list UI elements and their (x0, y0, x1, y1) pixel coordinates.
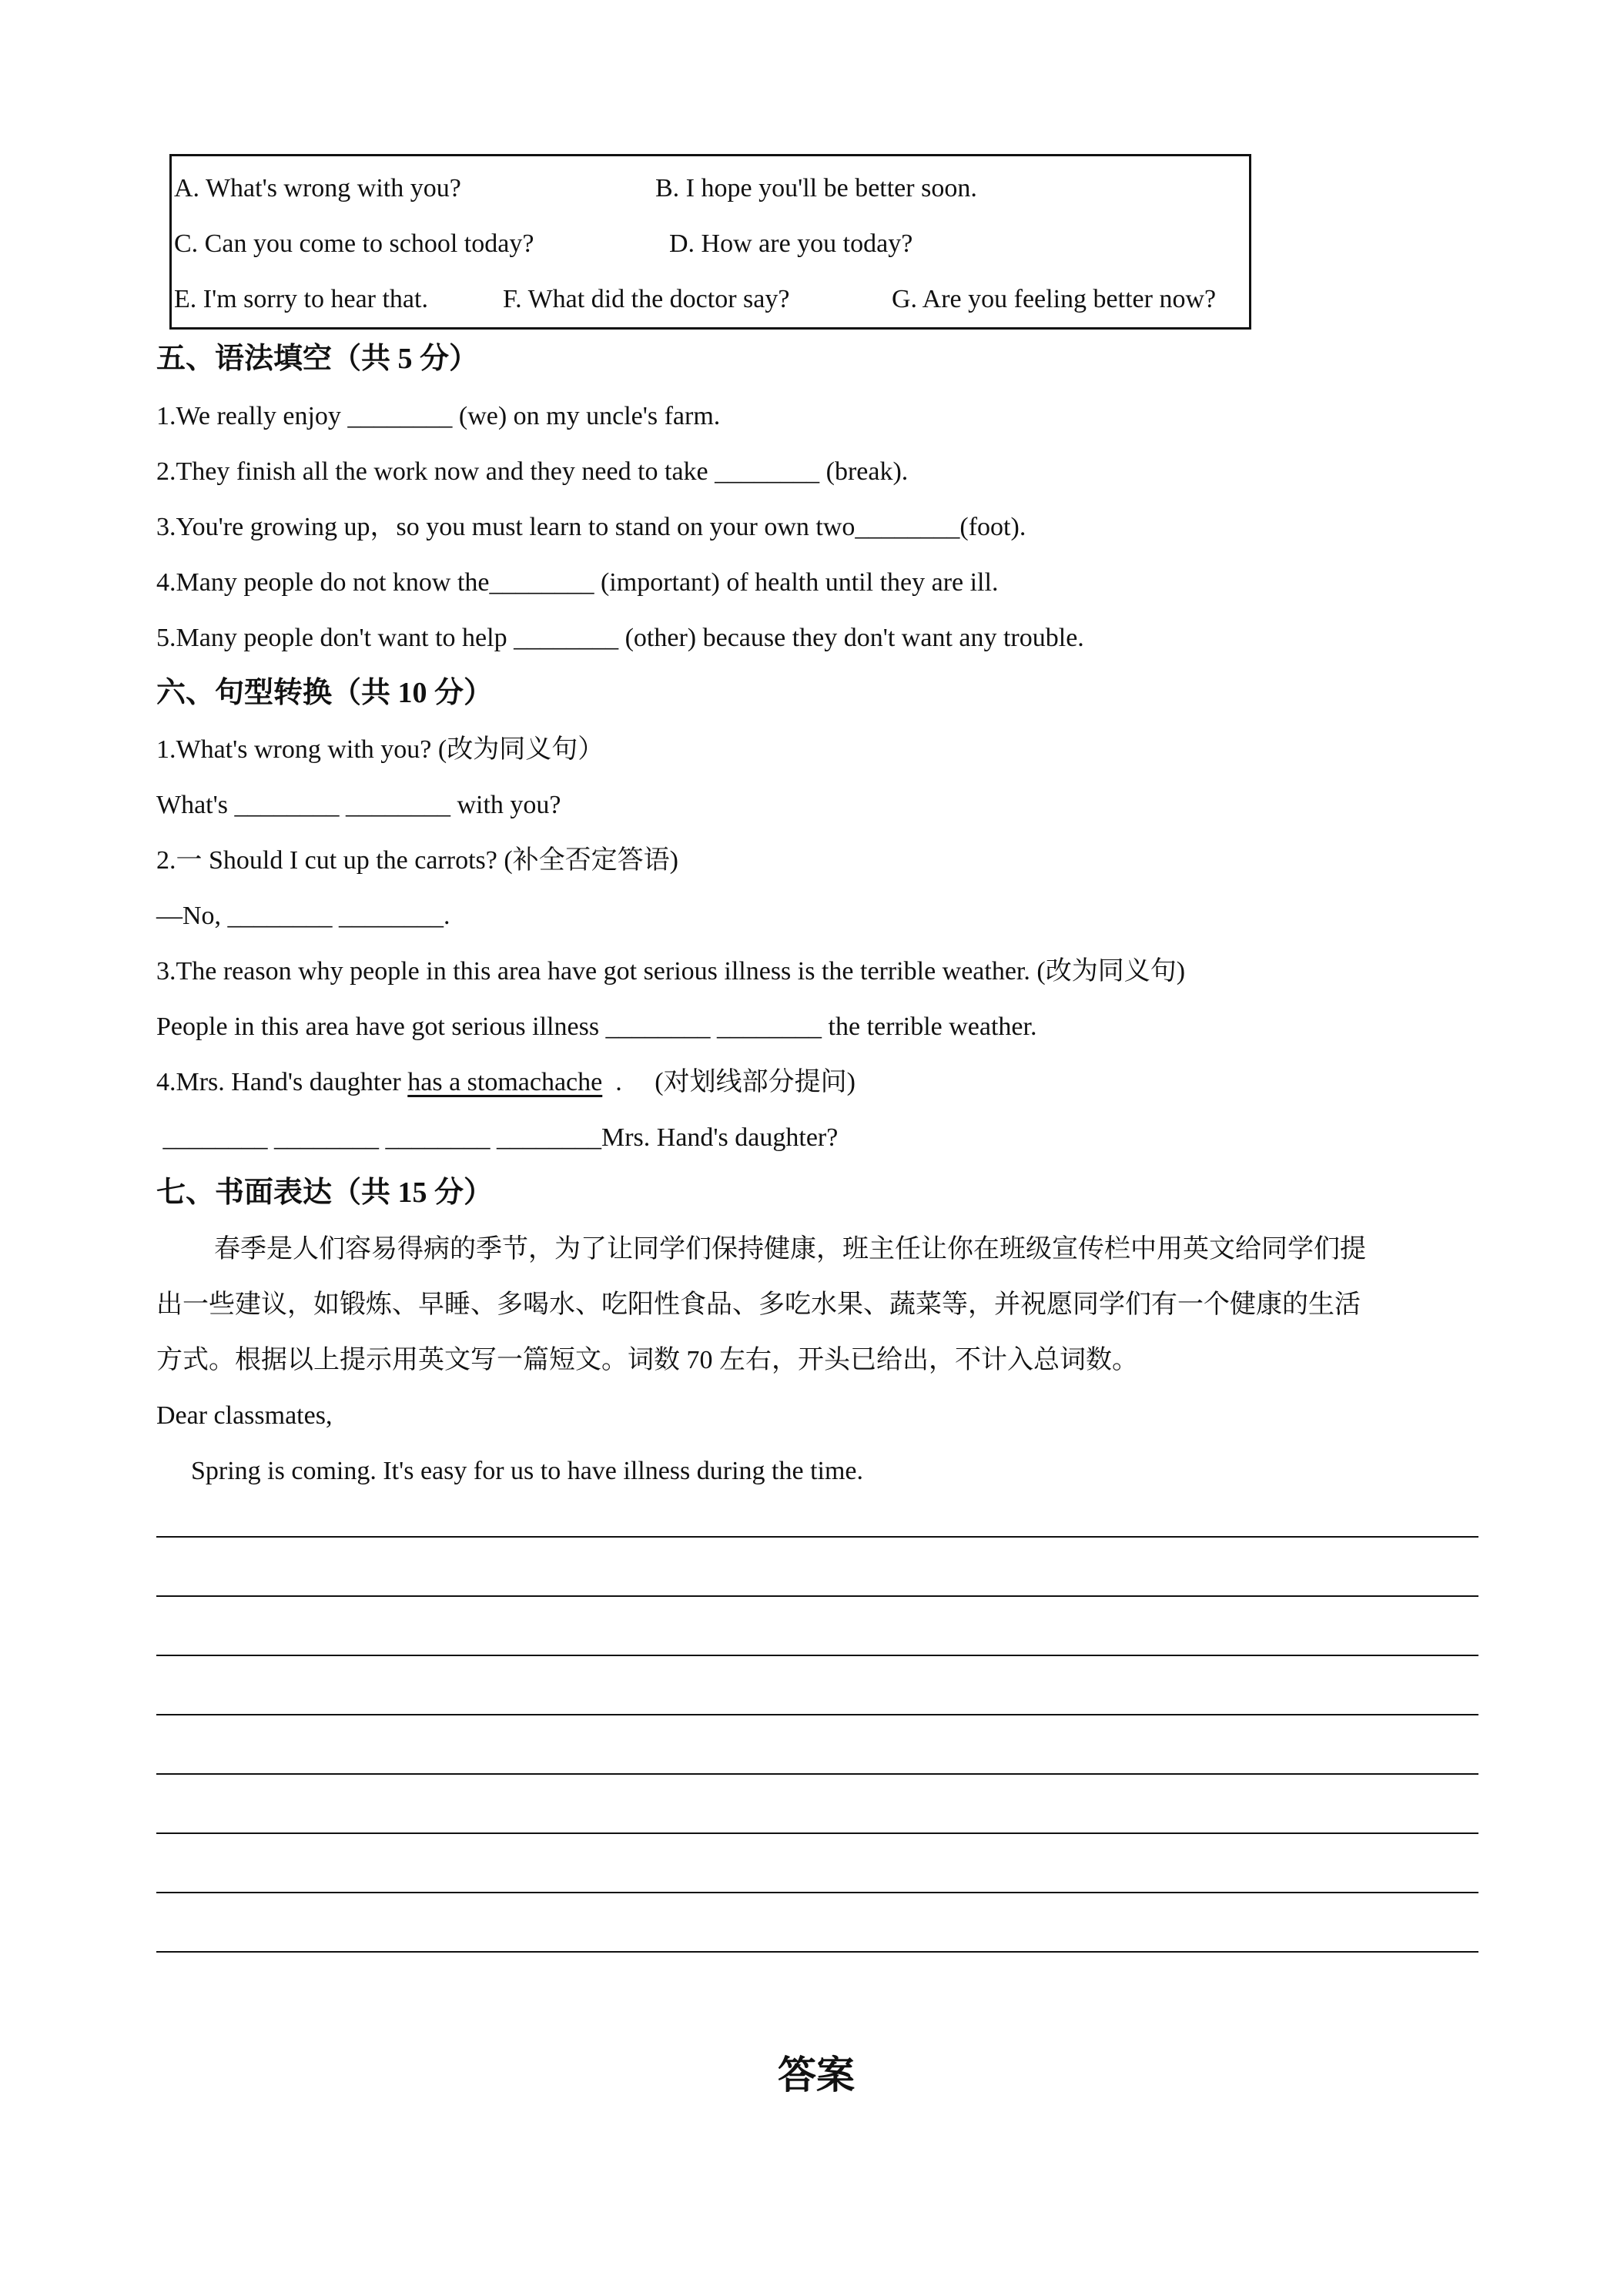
section5-item-5: 5.Many people don't want to help ________ (other) because they don't want any trouble. (156, 624, 1084, 652)
option-g: G. Are you feeling better now? (892, 285, 1217, 313)
section6-q4-prefix: 4.Mrs. Hand's daughter (156, 1068, 408, 1096)
section6-q2: 2.一 Should I cut up the carrots? (补全否定答语) (156, 846, 678, 875)
section5-item-2: 2.They finish all the work now and they need to take ________ (break). (156, 457, 909, 486)
option-e: E. I'm sorry to hear that. (174, 285, 428, 313)
section6-q2-answer: —No, ________ ________. (156, 902, 450, 930)
section6-q4-underlined: has a stomachache (407, 1068, 603, 1096)
section6-q4 (156, 1067, 856, 1098)
section5-item-1: 1.We really enjoy ________ (we) on my uncle's farm. (156, 402, 721, 430)
writing-line (156, 1773, 1478, 1775)
option-a: A. What's wrong with you? (174, 174, 461, 202)
section7-prompt-3: 方式。根据以上提示用英文写一篇短文。词数 70 左右，开头已给出，不计入总词数。 (156, 1346, 1138, 1374)
option-c: C. Can you come to school today? (174, 229, 534, 258)
section6-q4-answer: ________ ________ ________ ________Mrs. Hand's daughter? (156, 1123, 839, 1152)
section6-q1-answer: What's ________ ________ with you? (156, 791, 561, 819)
section7-prompt-1: 春季是人们容易得病的季节，为了让同学们保持健康，班主任让你在班级宣传栏中用英文给同学们提 (214, 1235, 1366, 1263)
section6-q1: 1.What's wrong with you? (改为同义句） (156, 735, 604, 764)
writing-line (156, 1655, 1478, 1656)
letter-greeting: Dear classmates, (156, 1401, 333, 1430)
answer-title: 答案 (778, 2053, 855, 2097)
writing-line (156, 1832, 1478, 1834)
option-f: F. What did the doctor say? (503, 285, 790, 313)
writing-line (156, 1595, 1478, 1597)
writing-line (156, 1951, 1478, 1953)
option-b: B. I hope you'll be better soon. (655, 174, 977, 202)
options-box (169, 154, 1251, 330)
section6-title: 六、句型转换（共 10 分） (156, 677, 494, 709)
section7-prompt-2: 出一些建议，如锻炼、早睡、多喝水、吃阳性食品、多吃水果、蔬菜等，并祝愿同学们有一个健康的生活 (156, 1290, 1361, 1319)
section6-q3: 3.The reason why people in this area have got serious illness is the terrible weather. (改为同义句) (156, 957, 1186, 986)
section6-q4-suffix: . (对划线部分提问) (602, 1068, 856, 1096)
letter-opening: Spring is coming. It's easy for us to have illness during the time. (191, 1457, 864, 1485)
writing-line (156, 1892, 1478, 1893)
section7-title: 七、书面表达（共 15 分） (156, 1176, 494, 1209)
section5-item-4: 4.Many people do not know the________ (important) of health until they are ill. (156, 568, 999, 597)
section5-item-3: 3.You're growing up，so you must learn to stand on your own two________(foot). (156, 513, 1026, 541)
section6-q3-answer: People in this area have got serious illness ________ ________ the terrible weather. (156, 1012, 1037, 1041)
section5-title: 五、语法填空（共 5 分） (156, 343, 479, 375)
writing-line (156, 1714, 1478, 1715)
option-d: D. How are you today? (669, 229, 913, 258)
writing-line (156, 1536, 1478, 1538)
